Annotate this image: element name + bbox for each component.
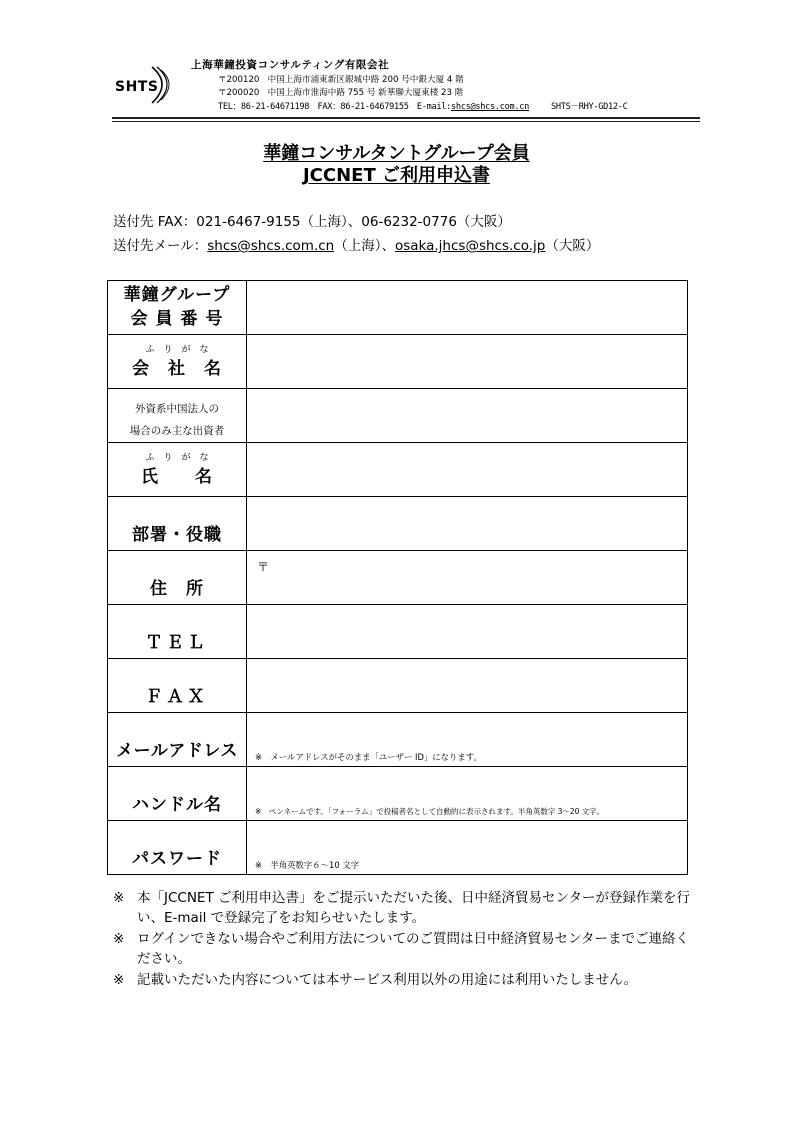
- logo-arc-icon: [148, 64, 178, 106]
- address-label: 住 所: [108, 551, 247, 605]
- contact-phone-fax: TEL：86-21-64671198 FAX：86-21-64679155 E-mail:: [218, 102, 452, 112]
- footnote-text: 記載いただいた内容については本サービス利用以外の用途には利用いたしません。: [137, 972, 638, 988]
- address-shanghai-pudong: [218, 73, 464, 85]
- row-address: [108, 551, 688, 605]
- row-department: [108, 497, 688, 551]
- tel-label: ＴＥＬ: [108, 605, 247, 659]
- row-email: [108, 713, 688, 767]
- company-name-field[interactable]: [247, 335, 688, 389]
- footnote-text: ログインできない場合やご利用方法についてのご質問は日中経済貿易センターまでご連絡ください。: [137, 931, 690, 967]
- company-name: 上海華鐘投資コンサルティング有限会社: [191, 59, 390, 71]
- address-shanghai-huaihai: [218, 86, 463, 98]
- email-note: ※ メールアドレスがそのまま「ユーザー ID」になります。: [255, 752, 482, 762]
- note-mark: ※: [113, 972, 125, 988]
- send-mail-label: 送付先メール：: [113, 238, 208, 254]
- investor-field[interactable]: [247, 389, 688, 443]
- application-form-table: [107, 280, 688, 875]
- shts-logo: [112, 62, 182, 106]
- person-name-field[interactable]: [247, 443, 688, 497]
- row-member-number: [108, 281, 688, 335]
- logo-text: SHTS: [115, 79, 159, 95]
- row-person-name: [108, 443, 688, 497]
- note-mark: ※: [113, 890, 125, 906]
- page-subtitle: JCCNET ご利用申込書: [302, 165, 491, 186]
- password-label: パスワード: [108, 821, 247, 875]
- handle-label: ハンドル名: [108, 767, 247, 821]
- page-title: 華鐘コンサルタントグループ会員: [263, 143, 530, 164]
- send-mail-line: [113, 234, 599, 254]
- footnote-3: [113, 970, 693, 990]
- email-label: メールアドレス: [108, 713, 247, 767]
- document-code: SHTS－RHY-GD12-C: [551, 102, 628, 112]
- address-field[interactable]: [247, 551, 688, 605]
- footnote-2: [113, 929, 693, 969]
- header-divider-thin: [112, 121, 700, 122]
- handle-field[interactable]: [247, 767, 688, 821]
- password-field[interactable]: [247, 821, 688, 875]
- email-field[interactable]: [247, 713, 688, 767]
- investor-label: 外資系中国法人の 場合のみ主な出資者: [108, 389, 247, 443]
- fax-field[interactable]: [247, 659, 688, 713]
- contact-line: [218, 100, 628, 112]
- footnote-text: 本「JCCNET ご利用申込書」をご提示いただいた後、日中経済貿易センターが登録作業を行い、E-mail で登録完了をお知らせいたします。: [137, 890, 690, 926]
- row-company-name: [108, 335, 688, 389]
- osaka-label: （大阪）: [545, 238, 600, 254]
- row-investor: [108, 389, 688, 443]
- row-fax: [108, 659, 688, 713]
- postal-mark: 〒: [257, 560, 270, 574]
- contact-email-link[interactable]: shcs@shcs.com.cn: [451, 102, 529, 112]
- handle-note: ※ ペンネームです。「フォーラム」で投稿者名として自動的に表示されます。半角英数字 3～20 文字。: [255, 807, 605, 816]
- shanghai-label: （上海）、: [334, 238, 395, 254]
- company-name-label: ふりがな 会 社 名: [108, 335, 247, 389]
- footnote-1: [113, 888, 693, 928]
- row-tel: [108, 605, 688, 659]
- member-number-field[interactable]: [247, 281, 688, 335]
- address-text: 中国上海市浦東新区銀城中路 200 号中銀大厦 4 階: [267, 75, 464, 85]
- note-mark: ※: [113, 931, 125, 947]
- row-handle: [108, 767, 688, 821]
- zip-code: 〒200020: [218, 88, 260, 98]
- send-fax-line: 送付先 FAX：021-6467-9155（上海）、06-6232-0776（大阪）: [113, 214, 511, 230]
- header-divider-thick: [112, 117, 700, 119]
- tel-field[interactable]: [247, 605, 688, 659]
- osaka-email-link[interactable]: osaka.jhcs@shcs.co.jp: [394, 238, 546, 254]
- department-label: 部署・役職: [108, 497, 247, 551]
- person-name-label: ふりがな 氏 名: [108, 443, 247, 497]
- member-number-label: 華鐘グループ 会 員 番 号: [108, 281, 247, 335]
- letterhead: [112, 56, 700, 120]
- row-password: [108, 821, 688, 875]
- password-note: ※ 半角英数字６～10 文字: [255, 860, 360, 870]
- department-field[interactable]: [247, 497, 688, 551]
- shanghai-email-link[interactable]: shcs@shcs.com.cn: [207, 238, 335, 254]
- fax-label: ＦＡＸ: [108, 659, 247, 713]
- address-text: 中国上海市淮海中路 755 号 新華聯大厦東楼 23 階: [267, 88, 464, 98]
- zip-code: 〒200120: [218, 75, 260, 85]
